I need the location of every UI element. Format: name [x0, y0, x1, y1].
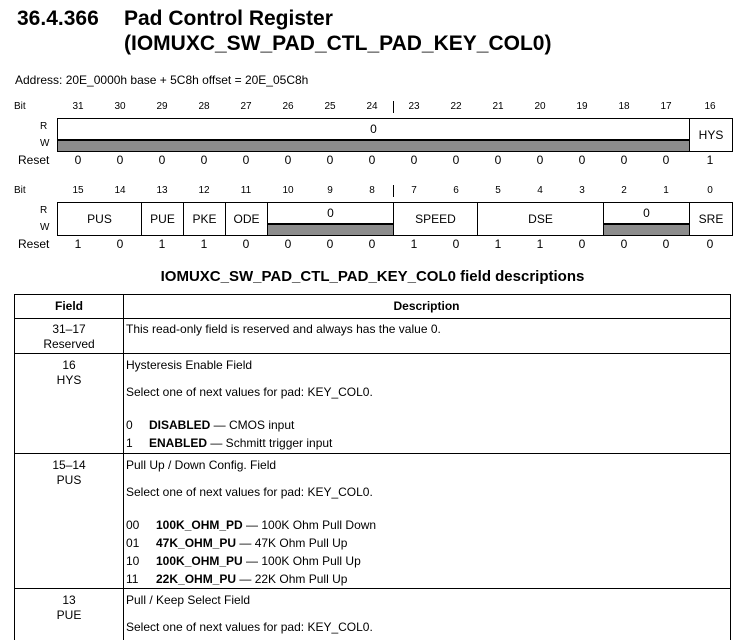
- value-desc: — 47K Ohm Pull Up: [236, 536, 348, 550]
- register-diagram-upper: [0, 99, 745, 179]
- field-summary: Hysteresis Enable Field: [126, 358, 253, 372]
- bit-number: 9: [327, 185, 333, 196]
- write-label: W: [40, 138, 50, 149]
- reset-value: 0: [116, 153, 124, 167]
- field-select-text: Select one of next values for pad: KEY_COL0.: [126, 620, 373, 634]
- field-hys-label: HYS: [698, 128, 724, 142]
- column-divider: [123, 295, 124, 640]
- value-name: DISABLED: [149, 418, 211, 432]
- field-cell: [15, 458, 123, 488]
- reset-value: 0: [662, 153, 670, 167]
- field-descriptions-title: IOMUXC_SW_PAD_CTL_PAD_KEY_COL0 field descriptions: [160, 268, 585, 285]
- field-bits: 16: [62, 358, 76, 372]
- value-desc: — Schmitt trigger input: [207, 436, 333, 450]
- value-item: [126, 416, 724, 434]
- reserved-value: 0: [370, 122, 377, 136]
- field-hys: [689, 118, 733, 152]
- write-label: W: [40, 222, 50, 233]
- header-description: Description: [393, 299, 460, 313]
- value-name: 100K_OHM_PU: [156, 554, 243, 568]
- field-cell: [15, 322, 123, 352]
- bit-number: 27: [240, 101, 252, 112]
- reserved-write-shade: [267, 224, 394, 236]
- reset-value: 0: [494, 153, 502, 167]
- reset-value: 0: [578, 237, 586, 251]
- value-item: [126, 552, 724, 570]
- bit-number: 6: [453, 185, 459, 196]
- reset-value: 0: [326, 153, 334, 167]
- reset-value: 0: [662, 237, 670, 251]
- reset-value: 1: [200, 237, 208, 251]
- bit-number: 25: [324, 101, 336, 112]
- value-code: 11: [126, 572, 139, 586]
- register-diagram-lower: [0, 183, 745, 263]
- reset-value: 1: [74, 237, 82, 251]
- field-pus-label: PUS: [87, 212, 112, 226]
- reset-value: 1: [158, 237, 166, 251]
- field-pus: [57, 202, 142, 236]
- field-name: Reserved: [43, 337, 95, 351]
- reset-value: 0: [452, 237, 460, 251]
- reset-value: 0: [200, 153, 208, 167]
- value-name: ENABLED: [149, 436, 208, 450]
- bit-number: 18: [618, 101, 630, 112]
- bit-number: 1: [663, 185, 669, 196]
- field-dse-label: DSE: [528, 212, 553, 226]
- value-name: 100K_OHM_PD: [156, 518, 243, 532]
- reset-value: 0: [368, 237, 376, 251]
- field-name: PUE: [56, 608, 82, 622]
- bit-number: 0: [707, 185, 713, 196]
- reset-value: 1: [410, 237, 418, 251]
- value-code: 0: [126, 418, 133, 432]
- section-subtitle: (IOMUXC_SW_PAD_CTL_PAD_KEY_COL0): [124, 32, 552, 55]
- reset-value: 1: [536, 237, 544, 251]
- field-speed: [393, 202, 478, 236]
- field-ode-label: ODE: [233, 212, 260, 226]
- field-pke-label: PKE: [192, 212, 217, 226]
- bit-number: 31: [72, 101, 84, 112]
- reset-value: 1: [706, 153, 714, 167]
- reset-value: 0: [620, 153, 628, 167]
- field-summary: Pull Up / Down Config. Field: [126, 458, 277, 472]
- value-desc: — CMOS input: [210, 418, 295, 432]
- reset-value: 0: [116, 237, 124, 251]
- field-pke: [183, 202, 226, 236]
- field-summary: This read-only field is reserved and always has the value 0.: [126, 322, 441, 336]
- value-name: 47K_OHM_PU: [156, 536, 237, 550]
- reset-value: 0: [410, 153, 418, 167]
- value-list: [126, 516, 724, 588]
- reset-value: 0: [74, 153, 82, 167]
- description-cell: [126, 322, 724, 337]
- bit-number: 11: [240, 185, 252, 196]
- bit-number: 29: [156, 101, 168, 112]
- reset-value: 0: [706, 237, 714, 251]
- bit-number: 3: [579, 185, 585, 196]
- field-bits: 31–17: [52, 322, 86, 336]
- bit-number: 12: [198, 185, 210, 196]
- reset-value: 1: [494, 237, 502, 251]
- value-list: [126, 416, 724, 452]
- reset-label: Reset: [18, 153, 50, 167]
- bit-number: 26: [282, 101, 294, 112]
- reset-value: 0: [284, 237, 292, 251]
- reserved-field-31-17: [57, 118, 690, 140]
- field-cell: [15, 593, 123, 623]
- bit-number: 8: [369, 185, 375, 196]
- bit-number: 2: [621, 185, 627, 196]
- field-select-text: Select one of next values for pad: KEY_COL0.: [126, 485, 373, 499]
- field-name: PUS: [56, 473, 82, 487]
- reset-value: 0: [578, 153, 586, 167]
- reserved-value: 0: [327, 206, 334, 220]
- value-item: [126, 516, 724, 534]
- reset-value: 0: [326, 237, 334, 251]
- section-title: Pad Control Register: [124, 7, 333, 30]
- value-item: [126, 434, 724, 452]
- reset-label: Reset: [18, 237, 50, 251]
- field-descriptions-table: [14, 294, 731, 640]
- bit-number: 4: [537, 185, 543, 196]
- section-number: 36.4.366: [17, 7, 99, 30]
- value-code: 00: [126, 518, 140, 532]
- description-cell: [126, 458, 724, 588]
- value-desc: — 100K Ohm Pull Down: [242, 518, 377, 532]
- bit-number: 17: [660, 101, 672, 112]
- register-address: Address: 20E_0000h base + 5C8h offset = 20E_05C8h: [15, 73, 309, 87]
- reserved-write-shade: [603, 224, 690, 236]
- bit-number: 23: [408, 101, 420, 112]
- value-desc: — 100K Ohm Pull Up: [242, 554, 361, 568]
- bit-number: 21: [492, 101, 504, 112]
- bit-number: 19: [576, 101, 588, 112]
- field-summary: Pull / Keep Select Field: [126, 593, 251, 607]
- reset-value: 0: [284, 153, 292, 167]
- read-label: R: [40, 121, 48, 132]
- bit-number: 30: [114, 101, 126, 112]
- bit-number: 5: [495, 185, 501, 196]
- reset-value: 0: [620, 237, 628, 251]
- description-cell: [126, 593, 724, 635]
- reserved-value: 0: [643, 206, 650, 220]
- bit-number: 15: [72, 185, 84, 196]
- reserved-field-10-8: [267, 202, 394, 224]
- description-cell: [126, 358, 724, 452]
- field-dse: [477, 202, 604, 236]
- header-field: Field: [54, 299, 83, 313]
- byte-divider: [393, 185, 394, 197]
- bit-number: 22: [450, 101, 462, 112]
- bit-number: 28: [198, 101, 210, 112]
- bit-number: 24: [366, 101, 378, 112]
- byte-divider: [393, 101, 394, 113]
- reset-value: 0: [158, 153, 166, 167]
- field-pue: [141, 202, 184, 236]
- field-bits: 15–14: [52, 458, 86, 472]
- value-item: [126, 534, 724, 552]
- value-item: [126, 570, 724, 588]
- bit-number: 16: [704, 101, 716, 112]
- field-cell: [15, 358, 123, 388]
- field-bits: 13: [62, 593, 76, 607]
- field-sre-label: SRE: [698, 212, 724, 226]
- reset-value: 0: [452, 153, 460, 167]
- field-sre: [689, 202, 733, 236]
- reset-value: 0: [536, 153, 544, 167]
- value-desc: — 22K Ohm Pull Up: [236, 572, 348, 586]
- value-code: 10: [126, 554, 140, 568]
- bit-label: Bit: [14, 101, 26, 112]
- field-ode: [225, 202, 268, 236]
- field-select-text: Select one of next values for pad: KEY_COL0.: [126, 385, 373, 399]
- bit-number: 7: [411, 185, 417, 196]
- reset-value: 0: [368, 153, 376, 167]
- field-pue-label: PUE: [150, 212, 175, 226]
- reserved-field-2-1: [603, 202, 690, 224]
- reserved-write-shade: [57, 140, 690, 152]
- bit-number: 20: [534, 101, 546, 112]
- reset-value: 0: [242, 237, 250, 251]
- field-speed-label: SPEED: [415, 212, 456, 226]
- bit-label: Bit: [14, 185, 26, 196]
- value-code: 1: [126, 436, 133, 450]
- value-code: 01: [126, 536, 140, 550]
- read-label: R: [40, 205, 48, 216]
- reset-value: 0: [242, 153, 250, 167]
- bit-number: 13: [156, 185, 168, 196]
- bit-number: 10: [282, 185, 294, 196]
- value-name: 22K_OHM_PU: [156, 572, 237, 586]
- bit-number: 14: [114, 185, 126, 196]
- field-name: HYS: [56, 373, 82, 387]
